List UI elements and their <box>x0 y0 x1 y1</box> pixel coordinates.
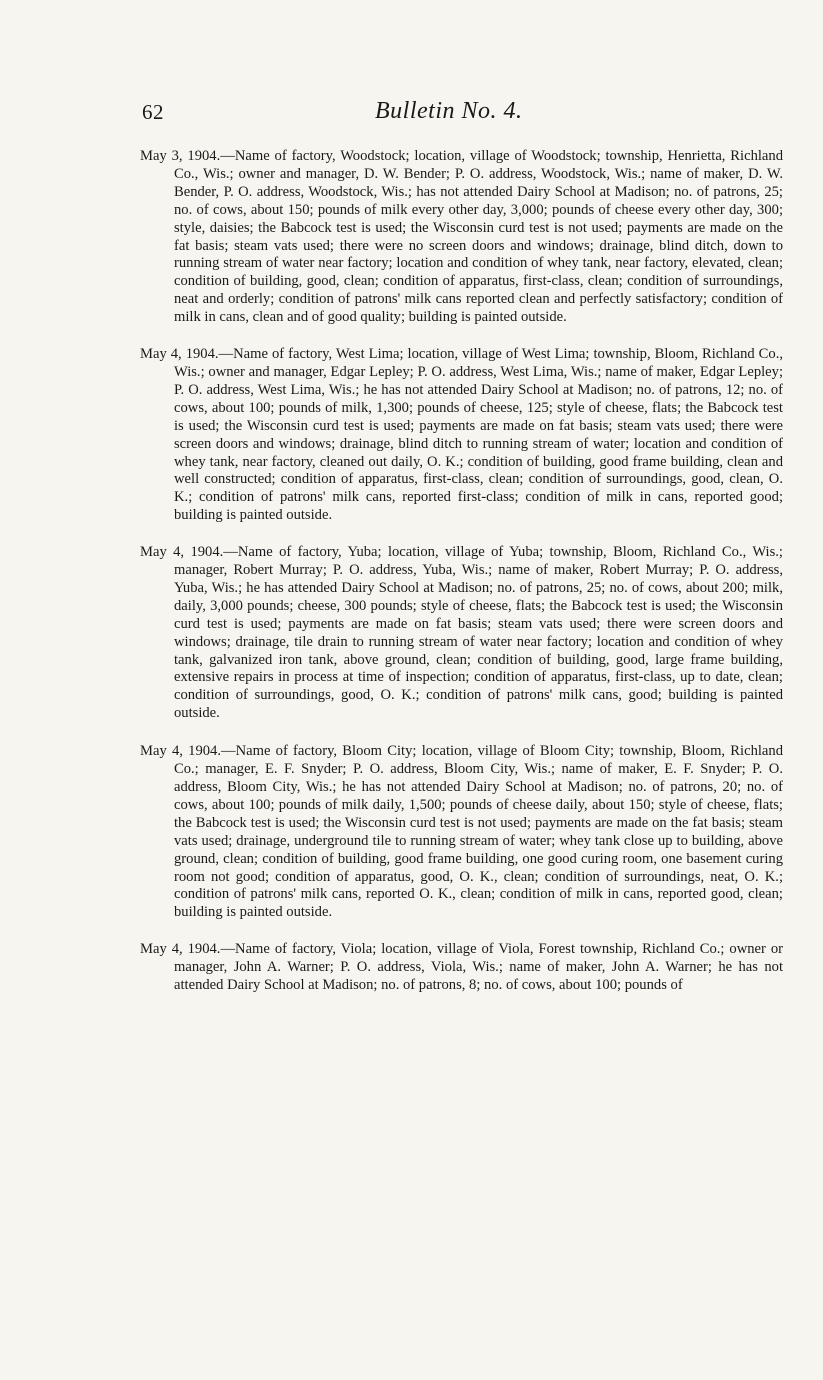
page-number: 62 <box>142 100 164 124</box>
factory-entry-yuba: May 4, 1904.—Name of factory, Yuba; location, village of Yuba; township, Bloom, Richland Co., Wis.; manager, Robert Murray; P. O. address, Yuba, Wis.; name of maker, Robert Murray; P. O. address, Yuba, Wis.; he has attended Dairy School at Madison; no. of patrons, 25; no. of cows, about 200; milk, daily, 3,000 pounds; cheese, 300 pounds; style of cheese, flats; the Babcock test is used; the Wisconsin curd test is used; payments are made on fat basis; steam vats used; there were screen doors and windows; drainage, tile drain to running stream of water near factory; location and condition of whey tank, galvanized iron tank, above ground, clean; condition of building, good, large frame building, extensive repairs in process at time of inspection; condition of apparatus, first-class, up to date, clean; condition of surroundings, good, O. K.; condition of patrons' milk cans, good; building is painted outside. <box>140 544 783 722</box>
running-head: Bulletin No. 4. <box>375 98 523 124</box>
factory-entry-bloom-city: May 4, 1904.—Name of factory, Bloom City; location, village of Bloom City; township, Bloom, Richland Co.; manager, E. F. Snyder; P. O. address, Bloom City, Wis.; name of maker, E. F. Snyder; P. O. address, Bloom City, Wis.; he has not attended Dairy School at Madison; no. of patrons, 20; no. of cows, about 100; pounds of milk daily, 1,500; pounds of cheese daily, about 150; style of cheese, flats; the Babcock test is used; the Wisconsin curd test is not used; payments are made on the fat basis; steam vats used; drainage, underground tile to running stream of water; whey tank close up to building, above ground, clean; condition of building, good frame building, one good curing room, one basement curing room not good; condition of apparatus, good, O. K., clean; condition of surroundings, neat, O. K.; condition of patrons' milk cans, reported O. K., clean; condition of milk in cans, reported good, clean; building is painted outside. <box>140 743 783 921</box>
entries-list <box>140 148 783 1014</box>
factory-entry-west-lima: May 4, 1904.—Name of factory, West Lima; location, village of West Lima; township, Bloom, Richland Co., Wis.; owner and manager, Edgar Lepley; P. O. address, West Lima, Wis.; name of maker, Edgar Lepley; P. O. address, West Lima, Wis.; he has not attended Dairy School at Madison; no. of patrons, 12; no. of cows, about 100; pounds of milk, 1,300; pounds of cheese, 125; style of cheese, flats; the Babcock test is used; the Wisconsin curd test is used; payments are made on fat basis; steam vats used; there were screen doors and windows; drainage, blind ditch to running stream of water; location and condition of whey tank, near factory, cleaned out daily, O. K.; condition of building, good frame building, clean and well constructed; condition of apparatus, first-class, clean; condition of surroundings, good, clean, O. K.; condition of patrons' milk cans, reported first-class; condition of milk in cans, reported good; building is painted outside. <box>140 346 783 524</box>
factory-entry-viola: May 4, 1904.—Name of factory, Viola; location, village of Viola, Forest township, Richland Co.; owner or manager, John A. Warner; P. O. address, Viola, Wis.; name of maker, John A. Warner; he has not attended Dairy School at Madison; no. of patrons, 8; no. of cows, about 100; pounds of <box>140 941 783 994</box>
factory-entry-woodstock: May 3, 1904.—Name of factory, Woodstock; location, village of Woodstock; township, Henrietta, Richland Co., Wis.; owner and manager, D. W. Bender; P. O. address, Woodstock, Wis.; name of maker, D. W. Bender, P. O. address, Woodstock, Wis.; has not attended Dairy School at Madison; no. of patrons, 25; no. of cows, about 150; pounds of milk every other day, 3,000; pounds of cheese every other day, 300; style, daisies; the Babcock test is used; the Wisconsin curd test is not used; payments are made on the fat basis; steam vats used; there were no screen doors and windows; drainage, blind ditch, down to running stream of water near factory; location and condition of whey tank, near factory, elevated, clean; condition of building, good, clean; condition of apparatus, first-class, clean; condition of surroundings, neat and orderly; condition of patrons' milk cans reported clean and perfectly satisfactory; condition of milk in cans, clean and of good quality; building is painted outside. <box>140 148 783 326</box>
